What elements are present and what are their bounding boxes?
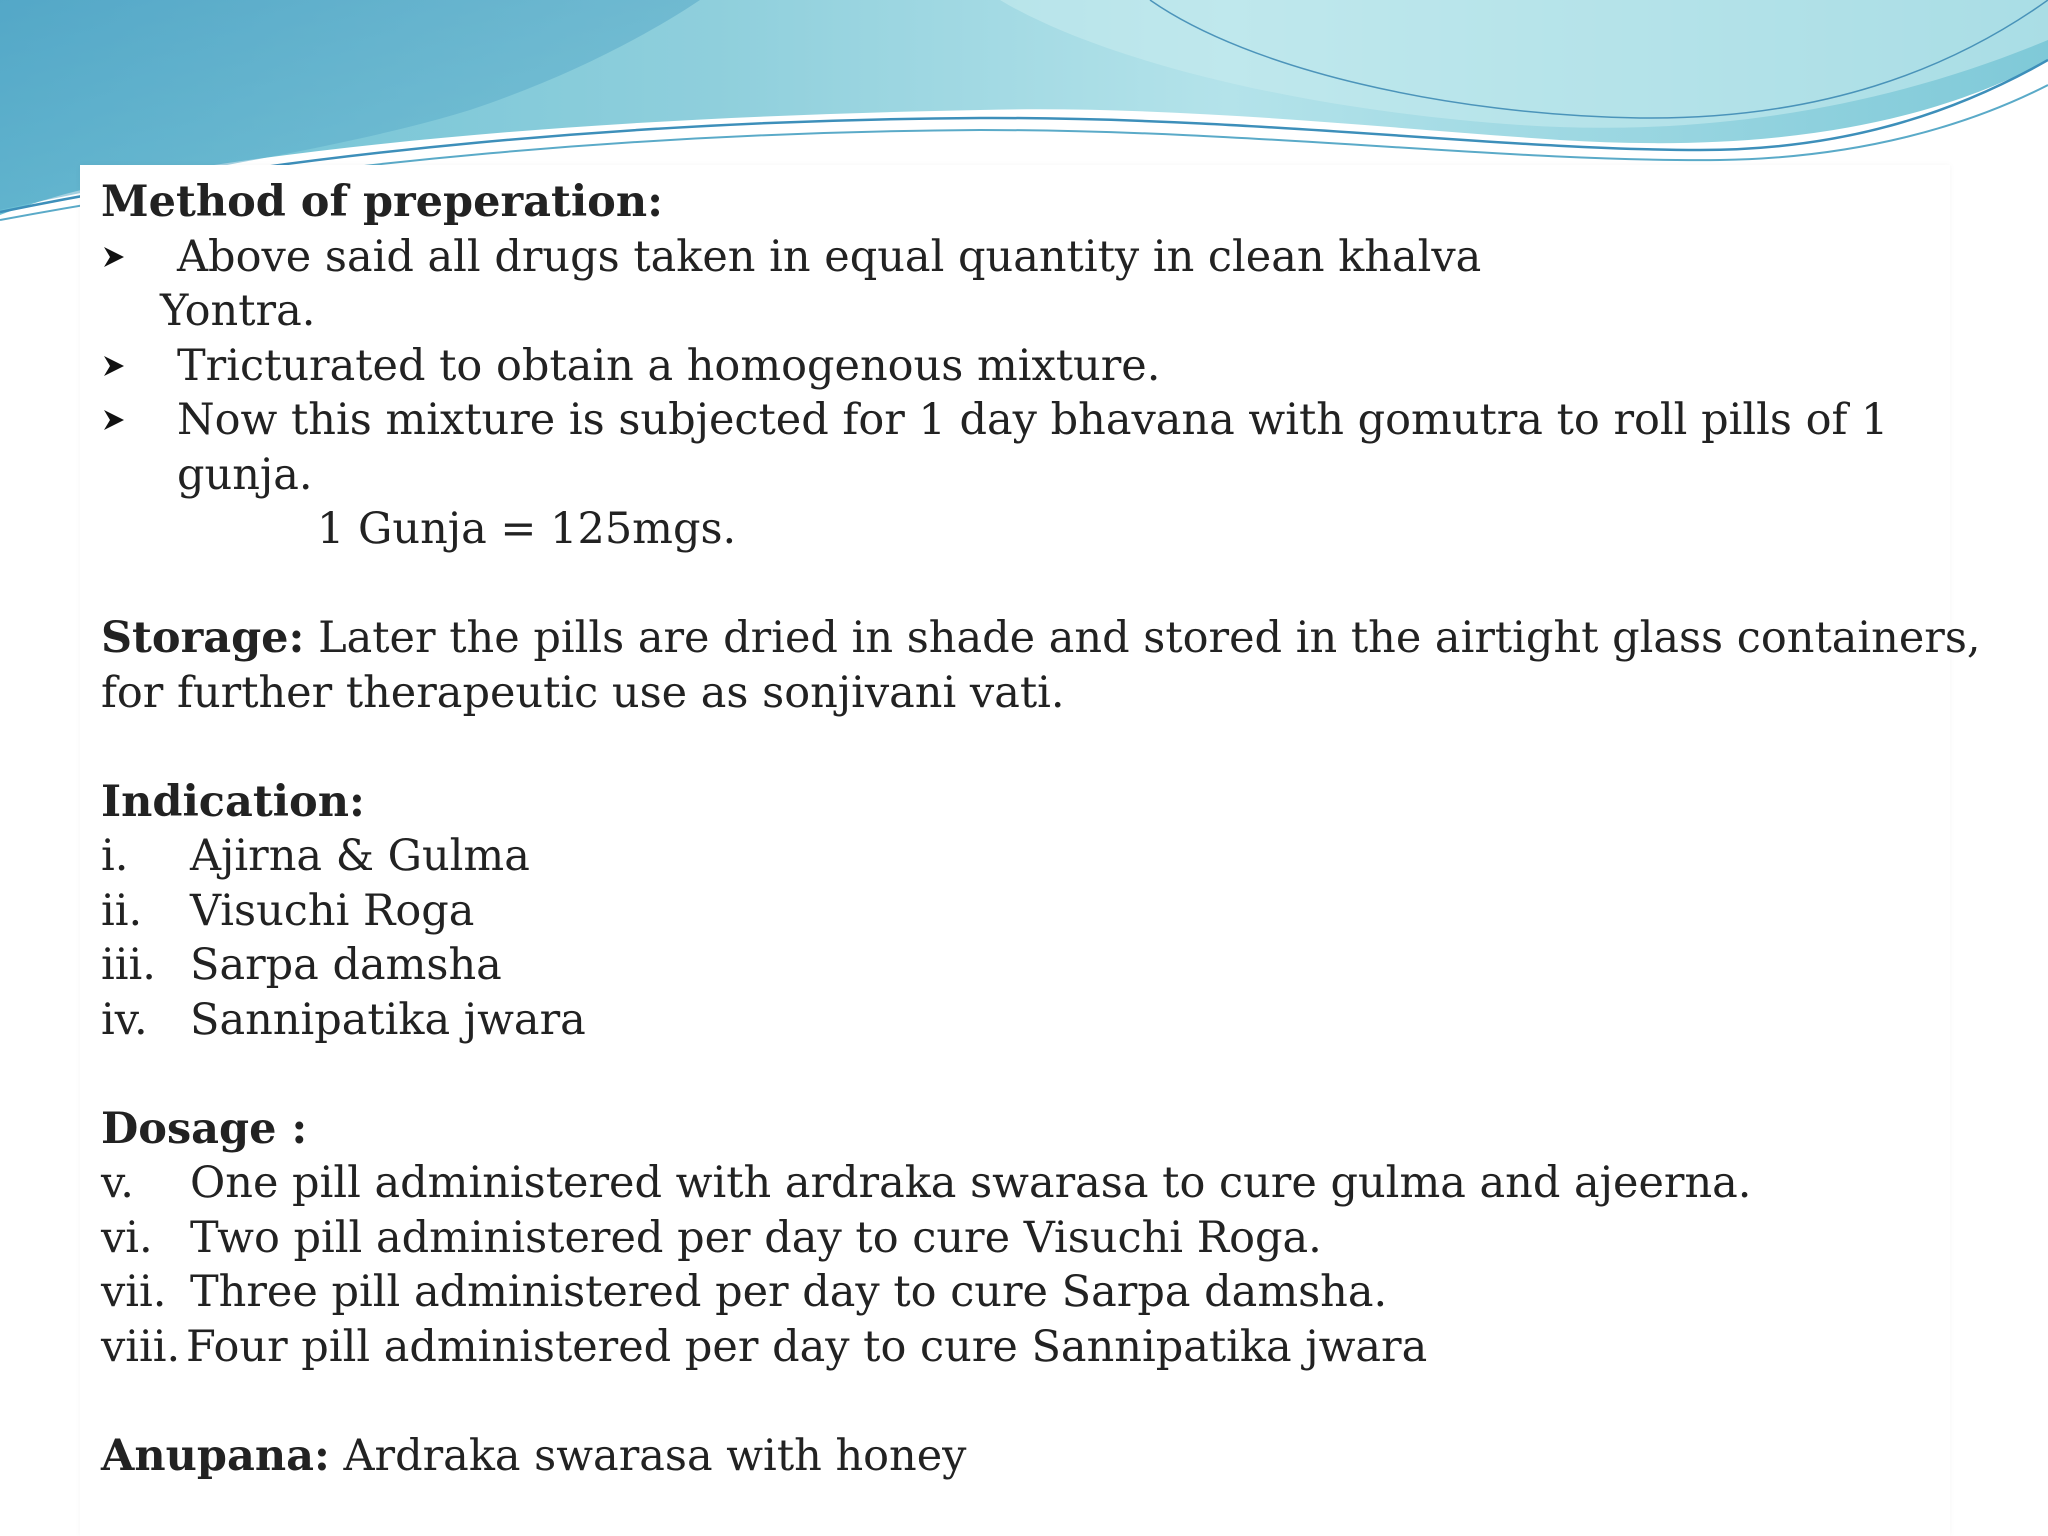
storage-line-2: for further therapeutic use as sonjivani vati.	[101, 667, 1065, 718]
indication-item	[101, 993, 1941, 1048]
list-item-text: Sannipatika jwara	[190, 994, 586, 1045]
anupana-label: Anupana:	[101, 1430, 330, 1481]
list-item-text: Sarpa damsha	[190, 940, 502, 990]
list-number: iv.	[101, 994, 148, 1045]
spacer	[101, 720, 1941, 775]
list-number: i.	[101, 831, 129, 881]
spacer	[101, 1374, 1941, 1429]
list-item-text: Ajirna & Gulma	[190, 831, 530, 881]
spacer	[101, 1047, 1941, 1102]
indication-item	[101, 829, 1941, 884]
list-item-text: Four pill administered per day to cure Sannipatika jwara	[186, 1321, 1428, 1372]
method-bullet-3-text: Now this mixture is subjected for 1 day bhavana with gomutra to roll pills of 1	[177, 395, 1889, 445]
arrow-bullet-icon	[101, 230, 177, 285]
dosage-item	[101, 1211, 1941, 1266]
arrow-bullet-icon	[101, 393, 177, 448]
dosage-item	[101, 1320, 1941, 1375]
method-bullet-2-text: Tricturated to obtain a homogenous mixture.	[177, 340, 1161, 391]
list-number: vii.	[101, 1267, 167, 1317]
arrow-bullet-icon	[101, 339, 177, 394]
method-bullet-3-continuation: gunja.	[177, 449, 313, 500]
indication-heading: Indication:	[101, 776, 365, 827]
method-bullet-1	[101, 230, 1941, 285]
list-number: viii.	[101, 1321, 181, 1372]
method-bullet-1-text: Above said all drugs taken in equal quantity in clean khalva	[177, 231, 1482, 282]
list-item-text: Visuchi Roga	[190, 885, 475, 936]
list-item-text: Three pill administered per day to cure Sarpa damsha.	[190, 1267, 1388, 1317]
list-item-text: One pill administered with ardraka swarasa to cure gulma and ajeerna.	[190, 1158, 1752, 1208]
method-heading: Method of preperation:	[101, 177, 663, 227]
dosage-item	[101, 1156, 1941, 1211]
storage-line-1	[101, 611, 1981, 666]
spacer	[101, 557, 1941, 612]
anupana-text: Ardraka swarasa with honey	[329, 1430, 967, 1481]
list-number: vi.	[101, 1212, 153, 1263]
slide-body	[101, 175, 1981, 1483]
anupana-line	[101, 1429, 1941, 1484]
gunja-conversion-note: 1 Gunja = 125mgs.	[317, 504, 737, 554]
list-number: v.	[101, 1158, 134, 1208]
list-number: iii.	[101, 940, 156, 990]
indication-item	[101, 884, 1941, 939]
storage-text-1: Later the pills are dried in shade and stored in the airtight glass containers,	[304, 613, 1981, 663]
storage-label: Storage:	[101, 613, 305, 663]
list-item-text: Two pill administered per day to cure Visuchi Roga.	[190, 1212, 1322, 1263]
list-number: ii.	[101, 885, 143, 936]
dosage-item	[101, 1265, 1941, 1320]
method-bullet-2	[101, 339, 1941, 394]
dosage-heading: Dosage :	[101, 1103, 308, 1154]
method-bullet-1-continuation: Yontra.	[160, 286, 316, 336]
indication-item	[101, 938, 1941, 993]
method-bullet-3	[101, 393, 1941, 448]
